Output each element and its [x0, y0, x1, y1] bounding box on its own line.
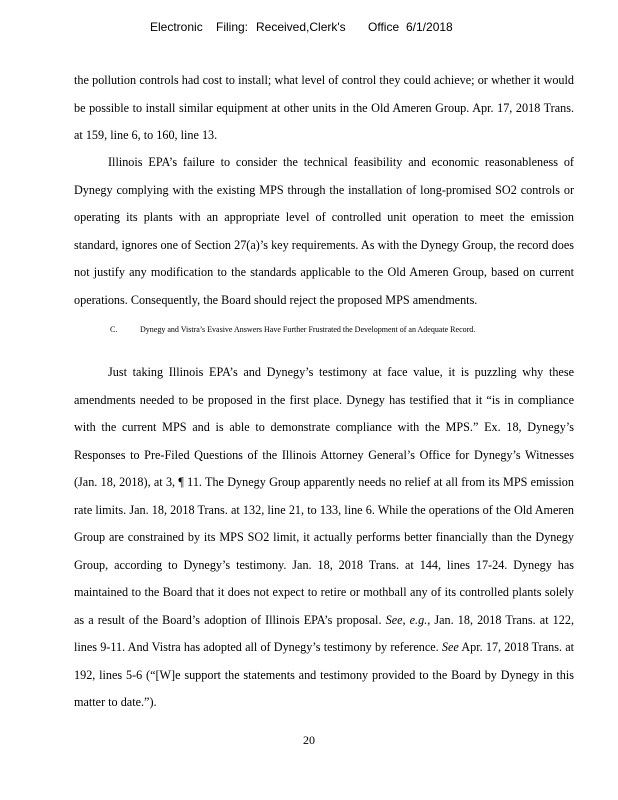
- header-filing: Filing:: [216, 20, 249, 34]
- paragraph-illinois-epa-failure: Illinois EPA’s failure to consider the technical feasibility and economic reasonableness of Dynegy complying with the existing MPS through the installation of long-promised SO2 controls or operating its plants with an appropriate level of controlled unit operation to meet the emission standard, ignores one of Section 27(a)’s key requirements. As with the Dynegy Group, the record does not justify any modification to the standards applicable to the Old Ameren Group, based on current operations. Consequently, the Board should reject the proposed MPS amendments.: [74, 155, 574, 307]
- paragraph-continued: the pollution controls had cost to install; what level of control they could achieve; or whether it would be possible to install similar equipment at other units in the Old Ameren Group. Apr. 17, 2018 Trans. at 159, line 6, to 160, line 13.: [74, 73, 574, 142]
- header-electronic: Electronic: [150, 20, 203, 34]
- citation-signal-see-eg: See, e.g.: [385, 612, 428, 627]
- paragraph-testimony-part3: Apr. 17, 2018 Trans. at 192, lines 5-6 (“[W]e support the statements and testimony provided to the Board by Dynegy in this matter to date.”).: [74, 640, 574, 709]
- section-heading-text: Dynegy and Vistra’s Evasive Answers Have Further Frustrated the Development of an Adequate Record.: [140, 325, 476, 334]
- paragraph-testimony-part2: , Jan. 18, 2018 Trans. at 122, lines 9-11. And Vistra has adopted all of Dynegy’s testimony by reference.: [74, 612, 574, 654]
- filing-header: [150, 20, 470, 38]
- section-heading-letter: C.: [110, 325, 118, 334]
- paragraph-testimony-part1: Just taking Illinois EPA’s and Dynegy’s testimony at face value, it is puzzling why these amendments needed to be proposed in the first place. Dynegy has testified that it “is in compliance with the current MPS and is able to demonstrate compliance with the MPS.” Ex. 18, Dynegy’s Responses to Pre-Filed Questions of the Illinois Attorney General’s Office for Dynegy’s Witnesses (Jan. 18, 2018), at 3, ¶ 11. The Dynegy Group apparently needs no relief at all from its MPS emission rate limits. Jan. 18, 2018 Trans. at 132, line 21, to 133, line 6. While the operations of the Old Ameren Group are constrained by its MPS SO2 limit, it actually performs better financially than the Dynegy Group, according to Dynegy’s testimony. Jan. 18, 2018 Trans. at 144, lines 17-24. Dynegy has maintained to the Board that it does not expect to retire or mothball any of its controlled plants solely as a result of the Board’s adoption of Illinois EPA’s proposal.: [74, 365, 574, 627]
- page-number: 20: [303, 733, 315, 747]
- header-date: 6/1/2018: [406, 20, 453, 34]
- header-office: Office: [368, 20, 400, 34]
- paragraph-testimony: [74, 359, 574, 717]
- citation-signal-see: See: [441, 640, 459, 654]
- header-received: Received,Clerk's: [256, 20, 346, 34]
